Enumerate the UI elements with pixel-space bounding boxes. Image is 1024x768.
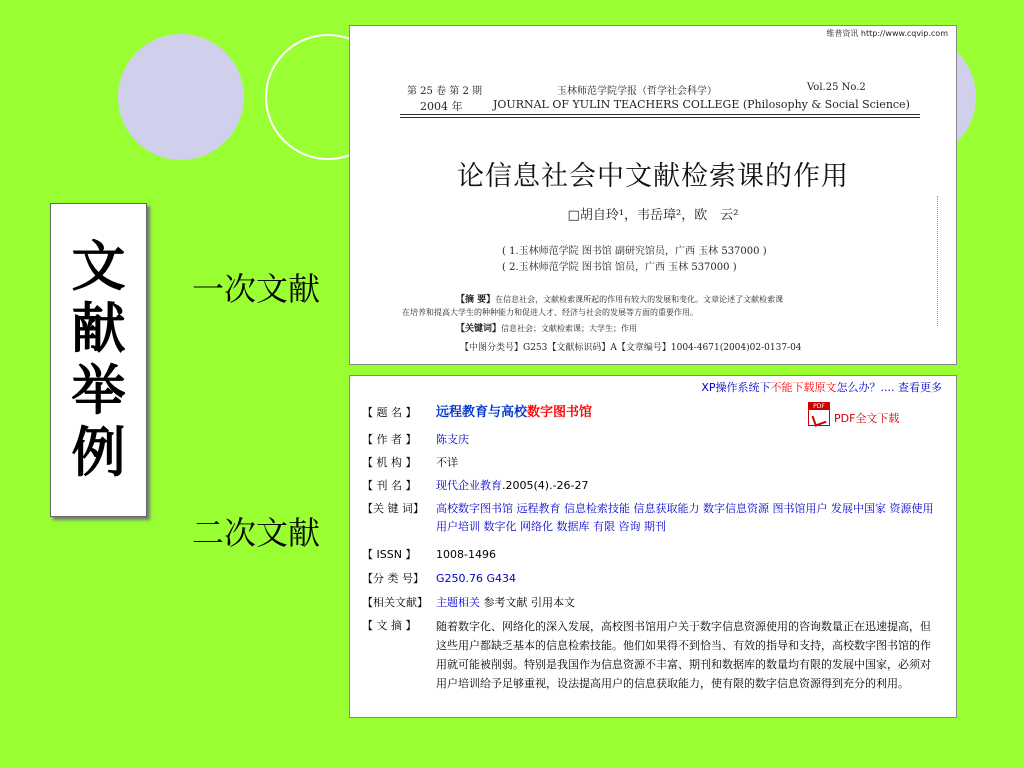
decor-circle-filled — [118, 34, 244, 160]
keyword-link[interactable]: 资源使用 — [889, 502, 934, 515]
abstract-label: 【摘 要】 — [456, 295, 496, 305]
abstract-text1: 在信息社会，文献检索课所起的作用有较大的发展和变化。文章论述了文献检索课 — [495, 295, 784, 304]
paper-title: 论信息社会中文献检索课的作用 — [457, 161, 849, 192]
header-rule — [400, 117, 920, 118]
record-title-row — [362, 404, 941, 422]
journal-name-en: JOURNAL OF YULIN TEACHERS COLLEGE (Philosophy & Social Science) — [493, 98, 910, 111]
field-label: 【 作 者 】 — [362, 433, 417, 446]
help-link-line[interactable] — [701, 379, 942, 395]
slide-title-char: 献 — [71, 297, 126, 360]
slide-title-box — [50, 203, 147, 517]
record-author-row — [362, 431, 941, 449]
keyword-link[interactable]: 发展中国家 — [831, 502, 886, 515]
paper-authors: □胡自玲¹，韦岳璋²，欧 云² — [567, 208, 739, 223]
record-class-row — [362, 570, 941, 588]
class-codes[interactable]: G250.76 G434 — [436, 572, 517, 585]
record-title-part2[interactable]: 数字图书馆 — [527, 405, 593, 420]
affiliation-2: ( 2.玉林师范学院 图书馆 馆员，广西 玉林 537000 ) — [502, 262, 737, 273]
author-link[interactable]: 陈支庆 — [436, 433, 469, 446]
field-label: 【 文 摘 】 — [362, 619, 417, 632]
help-link-red[interactable]: 不能下载原文 — [770, 381, 837, 394]
keyword-link[interactable]: 用户培训 — [436, 520, 480, 533]
record-journal-row — [362, 477, 941, 495]
related-rest[interactable]: 参考文献 引用本文 — [480, 596, 575, 609]
keyword-link[interactable]: 网络化 — [520, 520, 553, 533]
keyword-link[interactable]: 期刊 — [644, 520, 666, 533]
keyword-link[interactable]: 高校数字图书馆 — [436, 502, 513, 515]
abstract-text2: 在培养和提高大学生的种种能力和促进人才、经济与社会的发展等方面的重要作用。 — [402, 308, 698, 317]
abstract-line1 — [402, 294, 922, 306]
pdf-download-link[interactable]: PDF全文下载 — [834, 412, 900, 425]
org-value: 不详 — [436, 456, 458, 469]
slide-title-char: 例 — [71, 421, 126, 484]
related-topic-link[interactable]: 主题相关 — [436, 596, 480, 609]
field-label: 【 题 名 】 — [362, 406, 417, 419]
keyword-link[interactable]: 咨询 — [618, 520, 641, 533]
volume-issue: 第 25 卷 第 2 期 — [407, 86, 482, 97]
label-secondary-literature: 二次文献 — [192, 514, 321, 552]
keyword-link[interactable]: 远程教育 — [516, 502, 561, 515]
classification-codes: 【中图分类号】G253【文献标识码】A【文章编号】1004-4671(2004)02-0137-04 — [460, 343, 802, 353]
help-link-prefix[interactable]: XP操作系统下 — [701, 381, 771, 394]
field-label: 【 刊 名 】 — [362, 479, 417, 492]
journal-link[interactable]: 现代企业教育 — [436, 479, 502, 492]
source-site: 维普资讯 http://www.cqvip.com — [826, 29, 948, 38]
keyword-link[interactable]: 信息检索技能 — [564, 502, 630, 515]
journal-name-cn: 玉林师范学院学报（哲学社会科学） — [557, 86, 717, 97]
field-label: 【 机 构 】 — [362, 456, 417, 469]
record-abstract-row — [362, 617, 941, 693]
field-label: 【相关文献】 — [362, 596, 428, 609]
keyword-link[interactable]: 图书馆用户 — [772, 502, 828, 515]
keywords-text: 信息社会；文献检索课；大学生；作用 — [501, 324, 638, 333]
journal-year: 2004 年 — [420, 100, 463, 113]
record-keywords-row — [362, 500, 941, 536]
affiliation-1: ( 1.玉林师范学院 图书馆 副研究馆员，广西 玉林 537000 ) — [502, 246, 767, 257]
help-link-suffix[interactable]: 怎么办？.... 查看更多 — [836, 381, 942, 394]
slide-title-char: 举 — [71, 359, 126, 422]
record-org-row — [362, 454, 941, 472]
record-issn-row — [362, 546, 941, 564]
slide-title-char: 文 — [71, 235, 126, 298]
secondary-document — [349, 375, 957, 718]
field-label: 【关 键 词】 — [362, 502, 424, 515]
keyword-link[interactable]: 数字化 — [483, 520, 517, 533]
primary-document — [349, 25, 957, 365]
keyword-link[interactable]: 有限 — [593, 520, 615, 533]
issn-value: 1008-1496 — [436, 548, 496, 561]
keyword-link[interactable]: 信息获取能力 — [633, 502, 700, 515]
field-label: 【分 类 号】 — [362, 572, 424, 585]
field-label: 【 ISSN 】 — [362, 548, 417, 561]
keyword-link[interactable]: 数字信息资源 — [703, 502, 769, 515]
journal-issue: .2005(4).-26-27 — [502, 479, 589, 492]
record-title-part1[interactable]: 远程教育与高校 — [436, 405, 528, 420]
keyword-list — [436, 500, 941, 536]
vol-no: Vol.25 No.2 — [807, 82, 866, 93]
label-primary-literature: 一次文献 — [192, 270, 321, 308]
abstract-text: 随着数字化、网络化的深入发展，高校图书馆用户关于数字信息资源使用的咨询数量正在迅速提高，但这些用户都缺乏基本的信息检索技能。他们如果得不到恰当、有效的指导和支持，高校数字图书馆的作用就可能被削弱。特别是我国作为信息资源不丰富、期刊和数据库的数量均有限的发展中国家，必须对用户培训给予足够重视，设法提高用户的信息获取能力，使有限的数字信息资源得到充分的利用。 — [436, 620, 931, 690]
margin-marks — [937, 196, 942, 326]
keyword-link[interactable]: 数据库 — [556, 520, 590, 533]
keywords-line — [456, 323, 976, 335]
header-rule — [400, 114, 920, 115]
keywords-label: 【关键词】 — [456, 324, 502, 334]
record-related-row — [362, 594, 941, 612]
